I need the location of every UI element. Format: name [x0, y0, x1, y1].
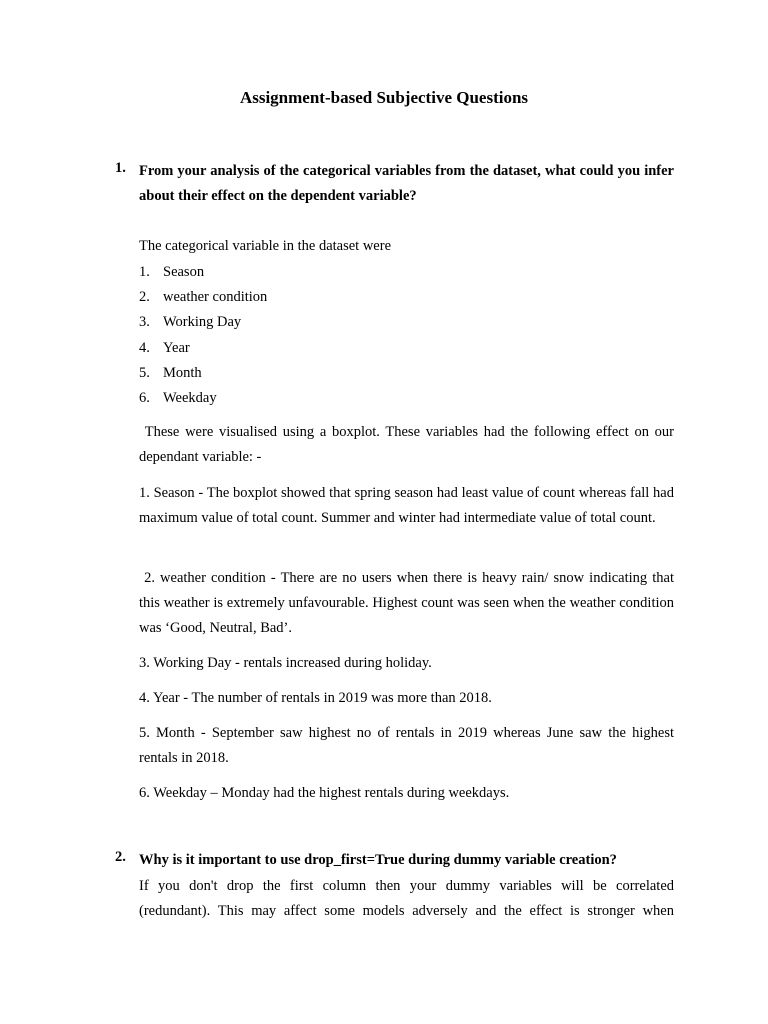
q1-intro: The categorical variable in the dataset were	[139, 238, 392, 254]
page-title: Assignment-based Subjective Questions	[239, 88, 529, 107]
list-item: 3. Working Day	[139, 314, 242, 331]
question-1-text: From your analysis of the categorical variables from the dataset, what could you infer about their effect on the dependent variable?	[139, 163, 674, 204]
question-1-number: 1.	[115, 160, 126, 176]
q1-weather-paragraph: 2. weather condition - There are no users when there is heavy rain/ snow indicating that this weather is extremely unfavourable. Highest count was seen when the weather condition was ‘Good, Neutral, Bad’.	[139, 570, 678, 636]
q1-year-paragraph: 4. Year - The number of rentals in 2019 was more than 2018.	[139, 690, 492, 706]
list-item: 1. Season	[139, 264, 205, 280]
list-item: 5. Month	[139, 364, 202, 381]
list-item: 2. weather condition	[139, 289, 268, 306]
q1-month-paragraph: 5. Month - September saw highest no of rentals in 2019 whereas June saw the highest rentals in 2018.	[139, 725, 674, 766]
question-2-number: 2.	[115, 849, 126, 865]
question-2-text: Why is it important to use drop_first=True during dummy variable creation?	[139, 852, 617, 868]
q1-season-paragraph: 1. Season - The boxplot showed that spring season had least value of count whereas fall had maximum value of total count. Summer and winter had intermediate value of total count.	[139, 485, 674, 526]
q1-workingday-paragraph: 3. Working Day - rentals increased during holiday.	[139, 655, 432, 671]
q2-answer: If you don't drop the first column then your dummy variables will be correlated (redundant). This may affect some models adversely and the effect is stronger when	[139, 878, 674, 919]
q1-weekday-paragraph: 6. Weekday – Monday had the highest rentals during weekdays.	[139, 785, 510, 801]
list-item: 4. Year	[139, 339, 190, 356]
categorical-variable-list	[139, 260, 267, 411]
list-item: 6. Weekday	[139, 389, 217, 406]
q1-boxplot-paragraph: These were visualised using a boxplot. These variables had the following effect on our dependant variable: -	[139, 424, 678, 465]
